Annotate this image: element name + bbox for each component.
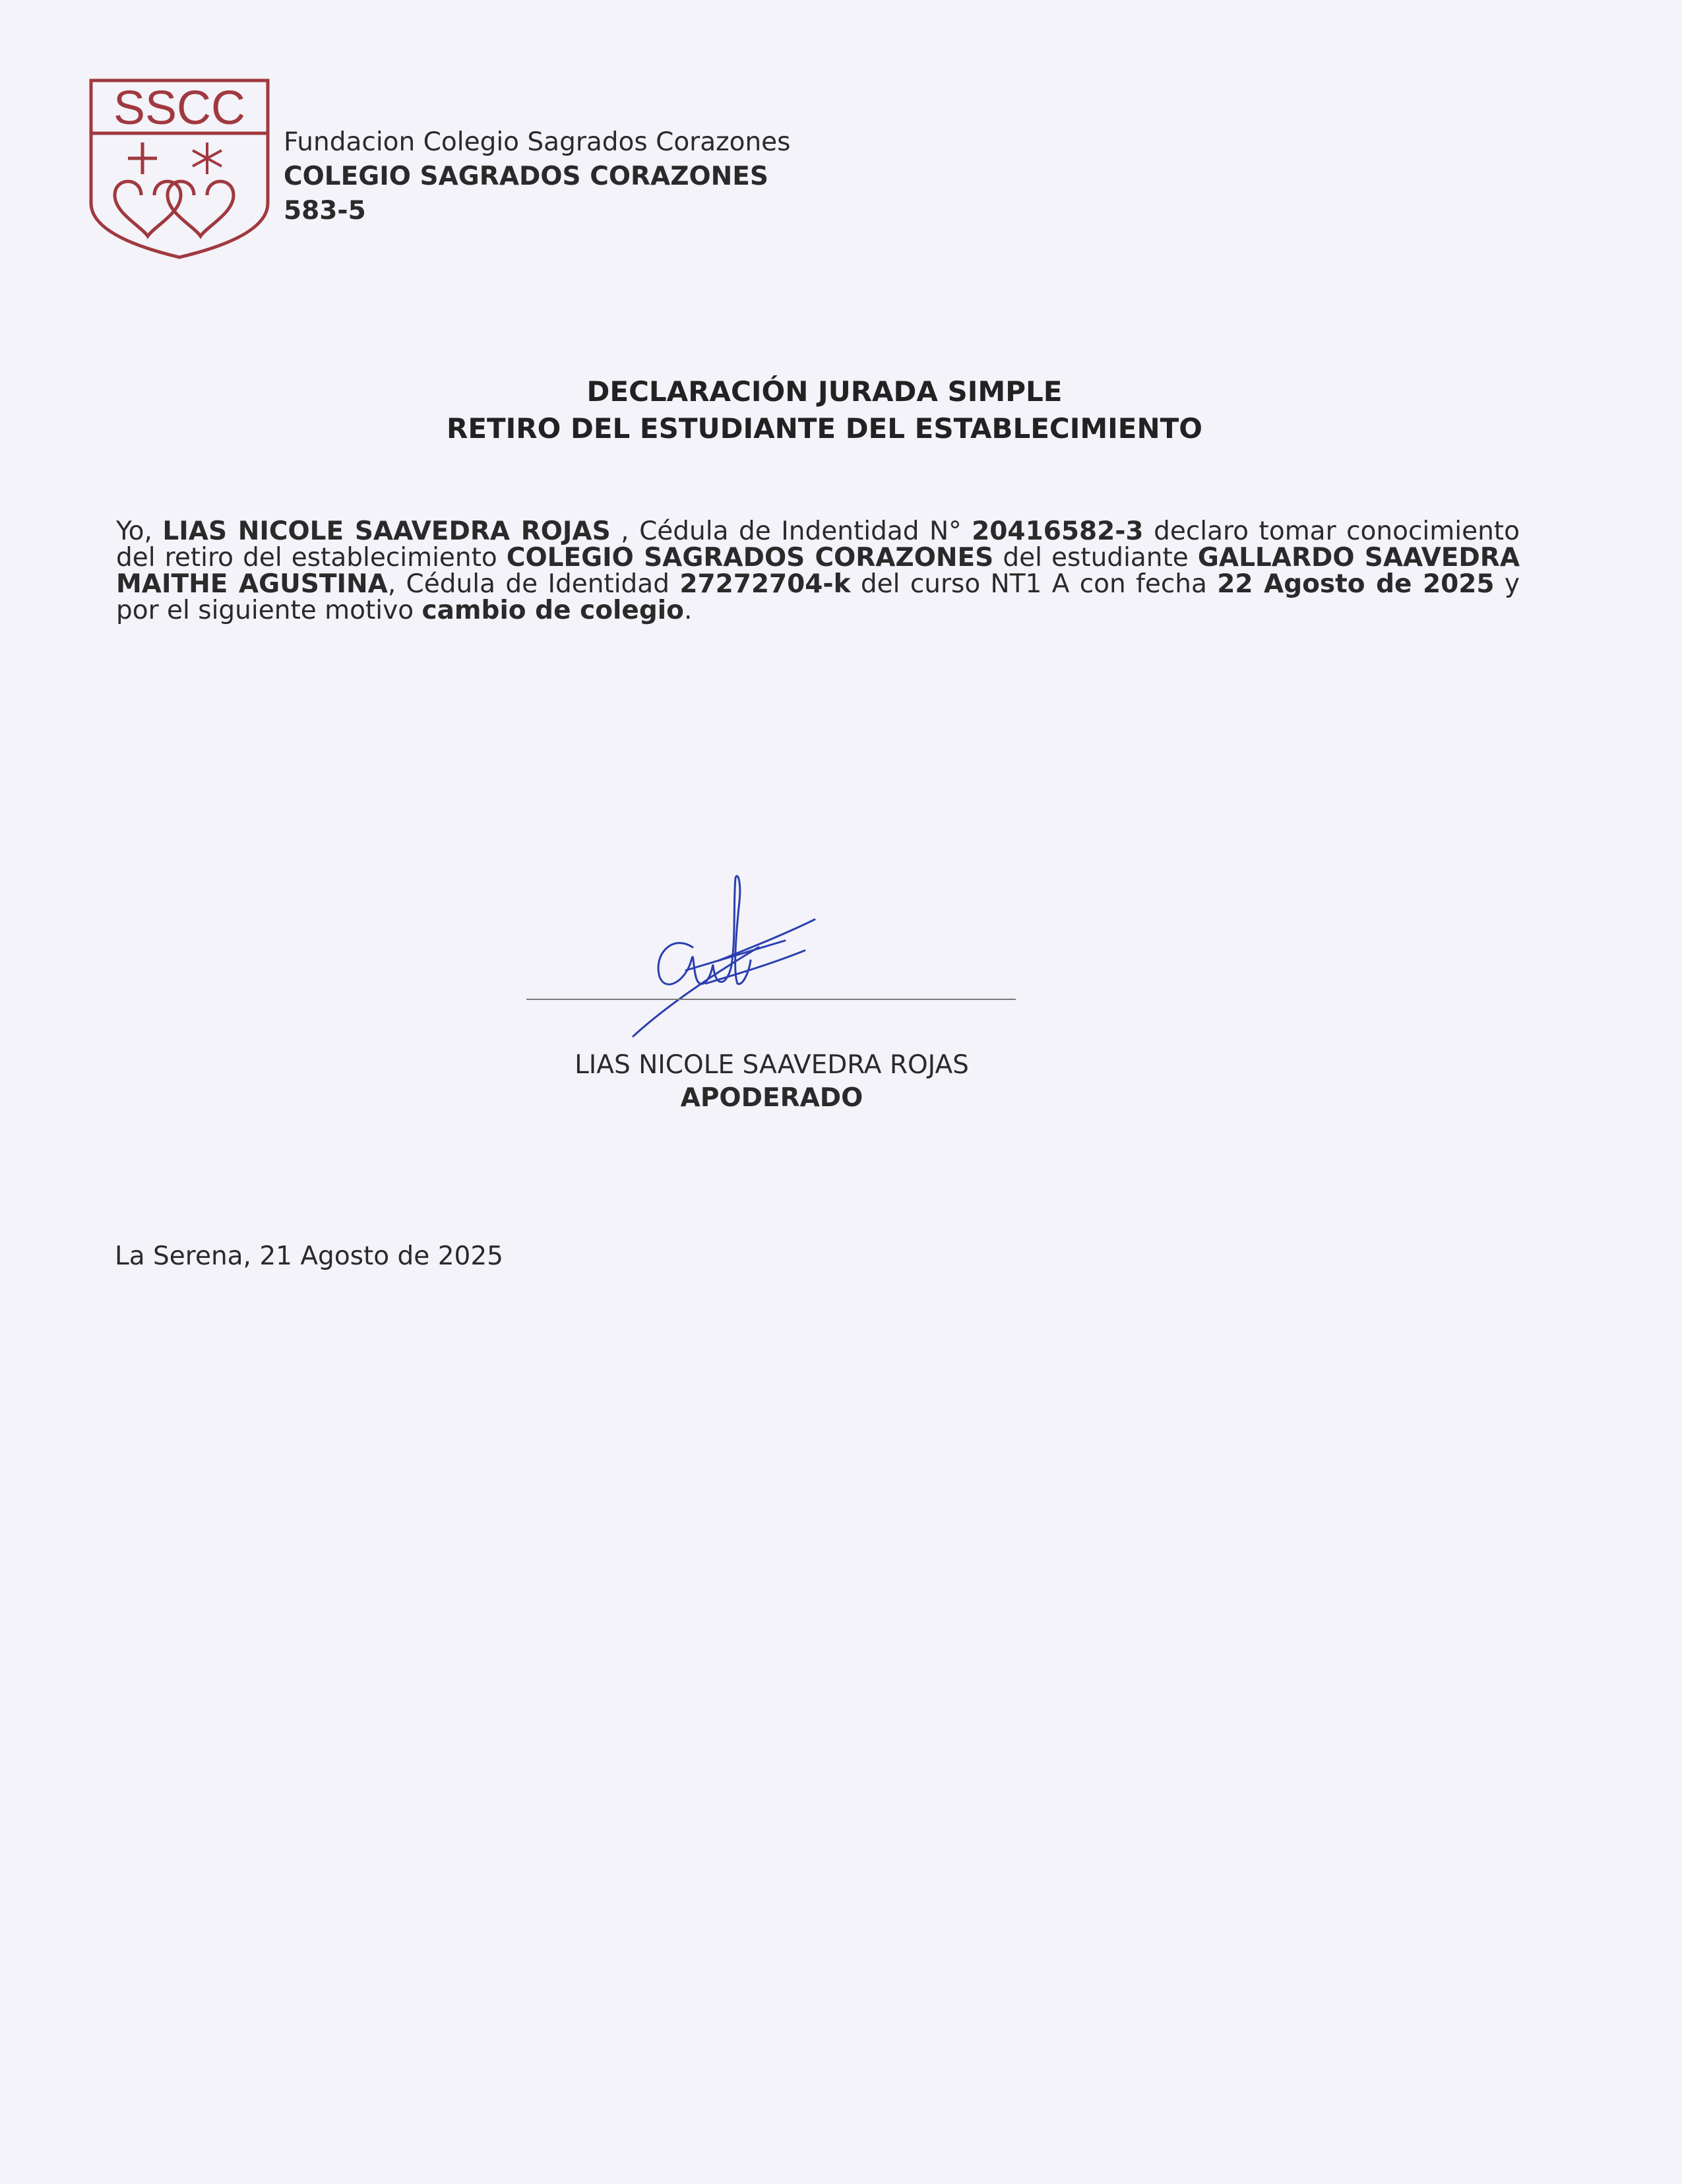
withdrawal-reason: cambio de colegio bbox=[421, 596, 684, 625]
body-text: . bbox=[683, 596, 693, 625]
school-logo bbox=[88, 78, 270, 260]
signature-line bbox=[526, 999, 1016, 1000]
student-id: 27272704-k bbox=[679, 569, 851, 599]
body-text: del estudiante bbox=[993, 543, 1198, 573]
signer-block bbox=[462, 1049, 1082, 1115]
letterhead bbox=[284, 125, 790, 228]
signer-role: APODERADO bbox=[680, 1083, 863, 1113]
title-line-2: RETIRO DEL ESTUDIANTE DEL ESTABLECIMIENTO bbox=[446, 412, 1203, 445]
body-text: , Cédula de Indentidad N° bbox=[610, 516, 972, 546]
declarant-id: 20416582-3 bbox=[972, 516, 1144, 546]
title-line-1: DECLARACIÓN JURADA SIMPLE bbox=[586, 375, 1063, 408]
body-text: Yo, bbox=[116, 516, 163, 546]
student-name: GALLARDO SAAVEDRA MAITHE AGUSTINA bbox=[116, 543, 1520, 599]
document-title bbox=[0, 373, 1649, 447]
school-name: COLEGIO SAGRADOS CORAZONES bbox=[284, 162, 769, 191]
body-text: y por el siguiente motivo bbox=[116, 569, 1520, 625]
handwritten-signature bbox=[620, 868, 831, 1046]
signer-name: LIAS NICOLE SAAVEDRA ROJAS bbox=[575, 1050, 969, 1080]
withdrawal-date: 22 Agosto de 2025 bbox=[1217, 569, 1495, 599]
body-text: del curso NT1 A con fecha bbox=[850, 569, 1218, 599]
logo-text: SSCC bbox=[113, 82, 246, 135]
foundation-name: Fundacion Colegio Sagrados Corazones bbox=[284, 127, 791, 157]
declarant-name: LIAS NICOLE SAAVEDRA ROJAS bbox=[162, 516, 611, 546]
declaration-paragraph bbox=[116, 518, 1520, 624]
school-name-inline: COLEGIO SAGRADOS CORAZONES bbox=[506, 543, 994, 573]
school-code: 583-5 bbox=[284, 196, 366, 226]
body-text: declaro tomar conocimiento del retiro del establecimiento bbox=[116, 516, 1520, 573]
place-and-date: La Serena, 21 Agosto de 2025 bbox=[115, 1241, 503, 1271]
body-text: , Cédula de Identidad bbox=[387, 569, 680, 599]
